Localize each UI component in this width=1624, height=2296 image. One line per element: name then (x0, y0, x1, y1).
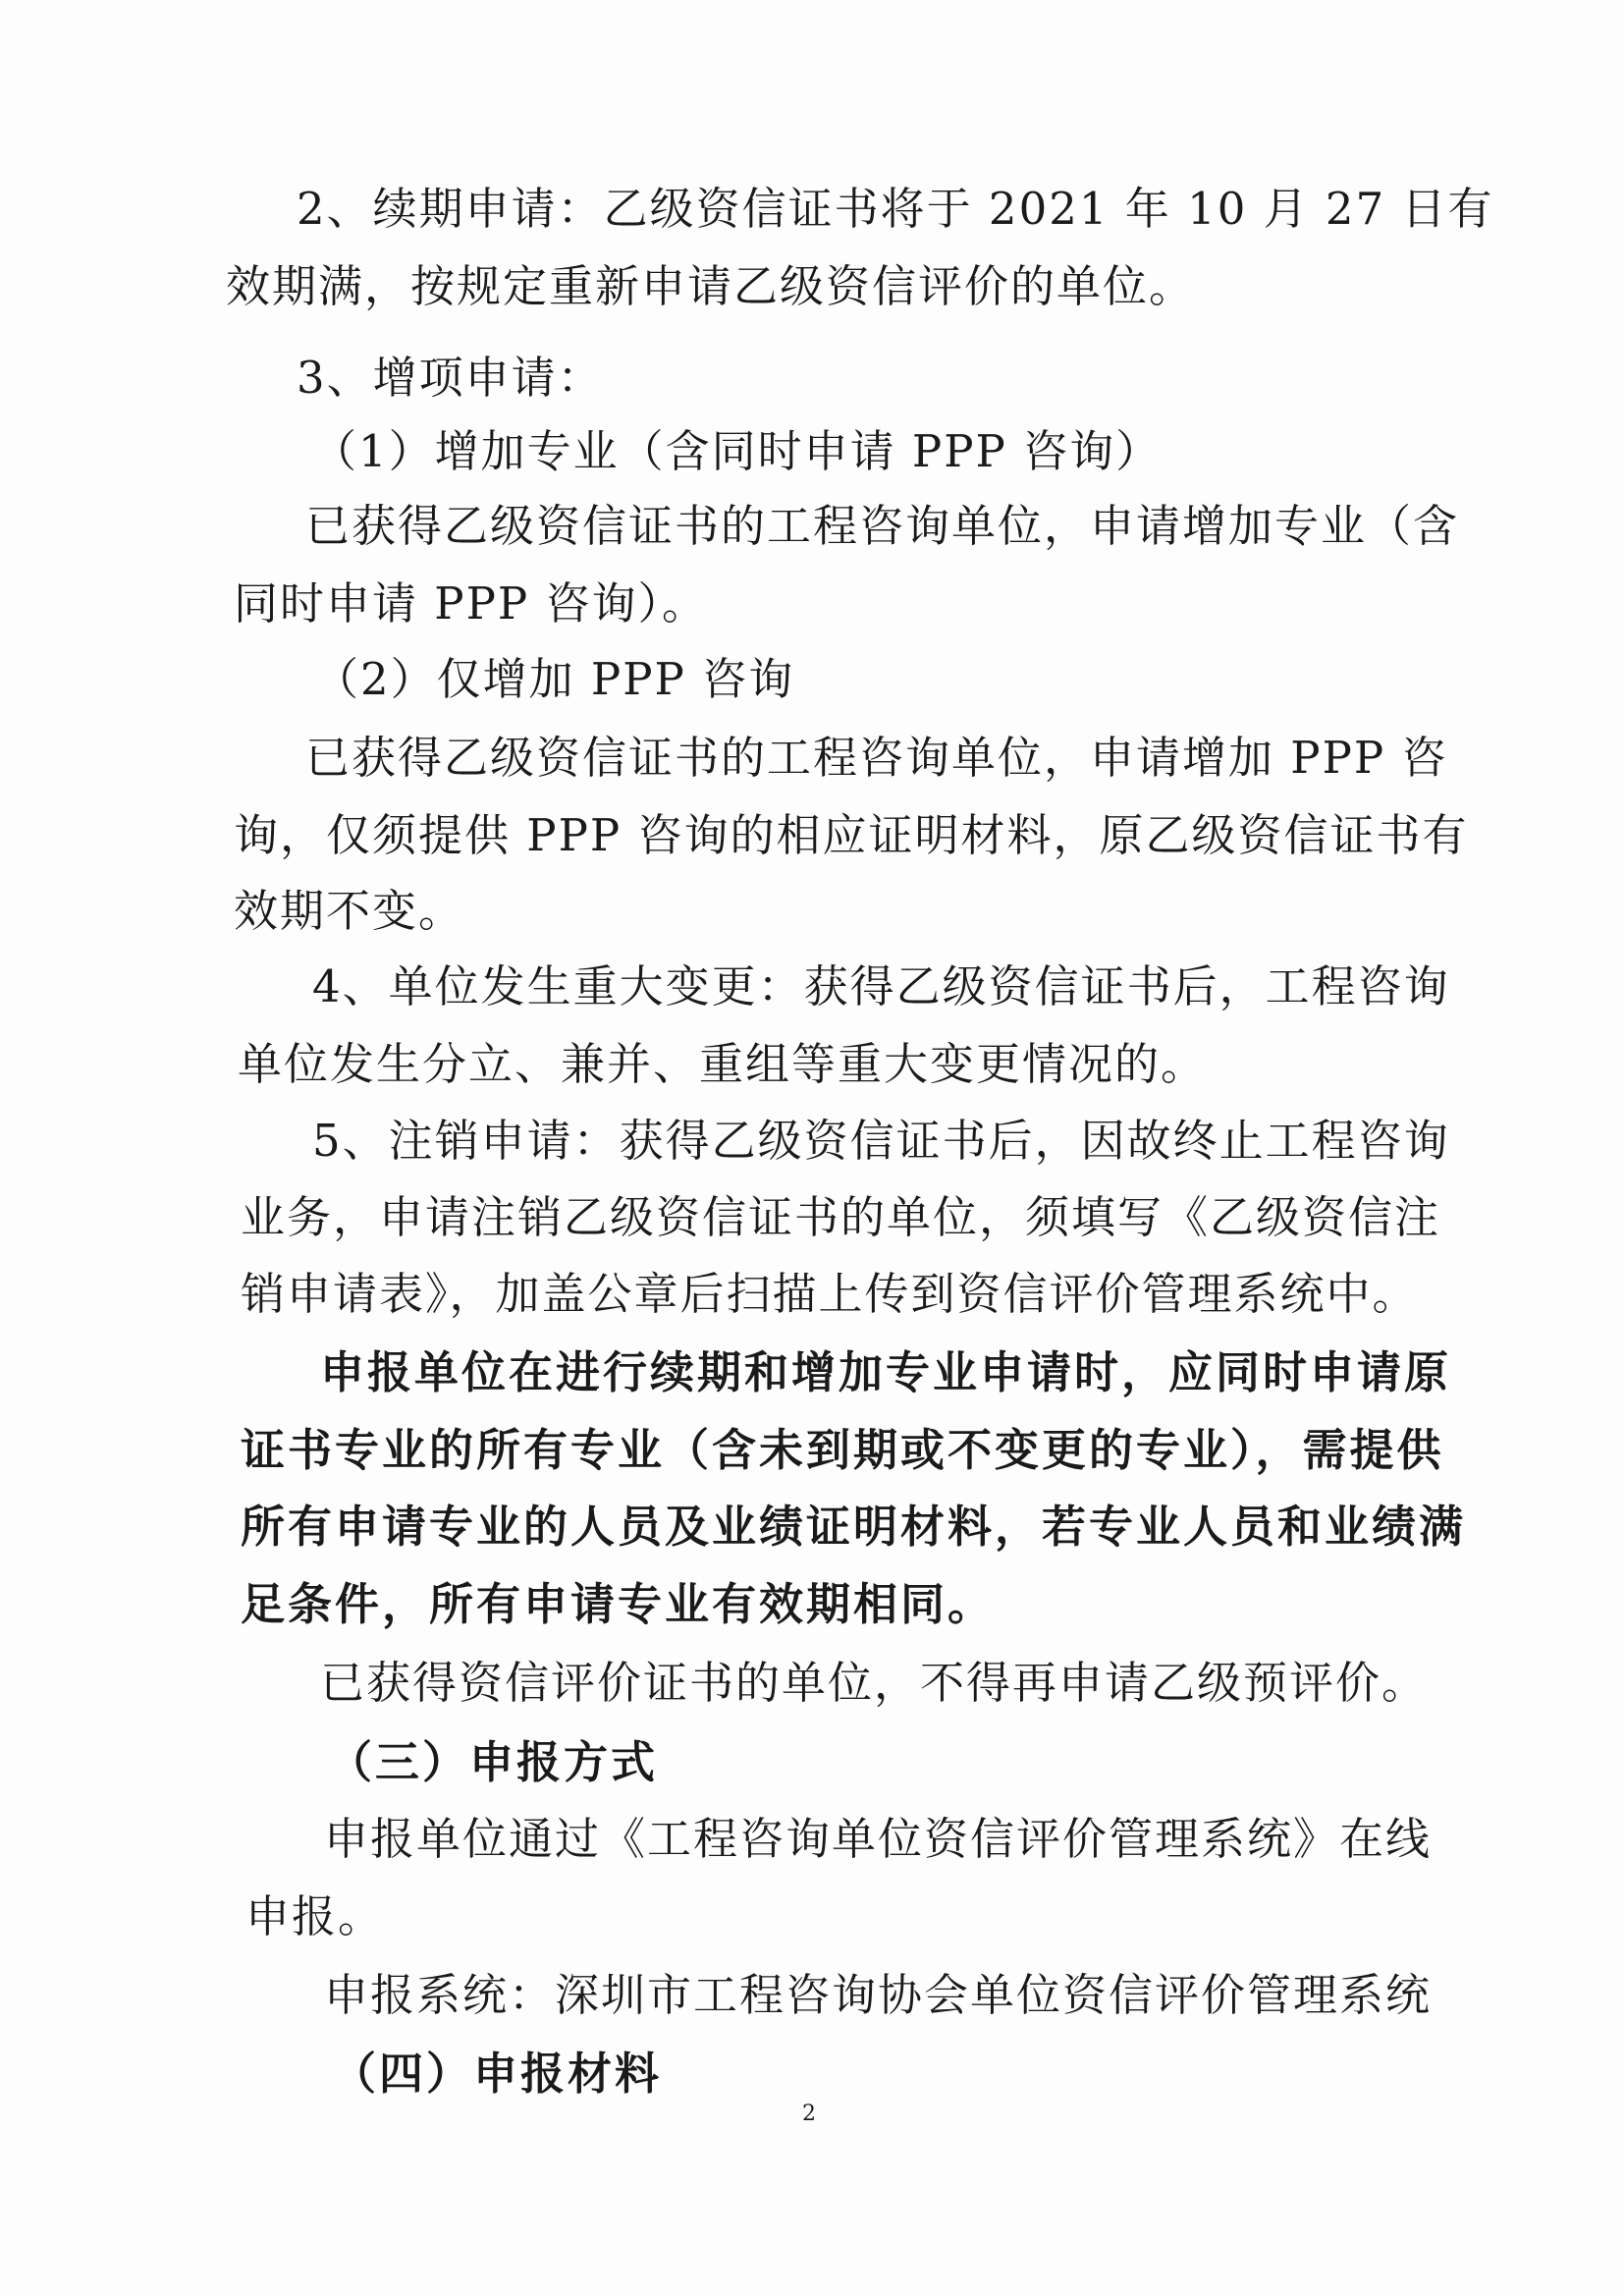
paragraph-major-change-line-1: 4、单位发生重大变更：获得乙级资信证书后，工程咨询 (312, 960, 1450, 1012)
paragraph-cancel-line-2: 业务，申请注销乙级资信证书的单位，须填写《乙级资信注 (241, 1191, 1441, 1243)
paragraph-add-ppp-line-3: 效期不变。 (234, 885, 465, 937)
notice-bold-line-3: 所有申请专业的人员及业绩证明材料，若专业人员和业绩满 (241, 1501, 1467, 1553)
paragraph-cancel-line-3: 销申请表》，加盖公章后扫描上传到资信评价管理系统中。 (241, 1268, 1419, 1320)
paragraph-submission-line-2: 申报。 (245, 1890, 385, 1942)
paragraph-submission-line-1: 申报单位通过《工程咨询单位资信评价管理系统》在线 (324, 1813, 1433, 1865)
notice-bold-line-2: 证书专业的所有专业（含未到期或不变更的专业），需提供 (241, 1424, 1444, 1476)
paragraph-major-change-line-2: 单位发生分立、兼并、重组等重大变更情况的。 (238, 1038, 1208, 1090)
subheading-add-specialty: （1）增加专业（含同时申请 PPP 咨询） (312, 425, 1163, 477)
paragraph-add-ppp-line-1: 已获得乙级资信证书的工程咨询单位，申请增加 PPP 咨 (305, 732, 1448, 784)
heading-add-items: 3、增项申请： (297, 352, 604, 404)
paragraph-add-ppp-line-2: 询，仅须提供 PPP 咨询的相应证明材料，原乙级资信证书有 (234, 809, 1469, 861)
paragraph-renewal-line-2: 效期满，按规定重新申请乙级资信评价的单位。 (226, 260, 1196, 312)
paragraph-renewal-line-1: 2、续期申请：乙级资信证书将于 2021 年 10 月 27 日有 (297, 183, 1494, 235)
paragraph-submission-system: 申报系统：深圳市工程咨询协会单位资信评价管理系统 (324, 1969, 1433, 2021)
notice-bold-line-4: 足条件，所有申请专业有效期相同。 (241, 1578, 996, 1630)
section-heading-materials: （四）申报材料 (332, 2048, 663, 2100)
paragraph-no-pre-evaluation: 已获得资信评价证书的单位，不得再申请乙级预评价。 (320, 1657, 1429, 1709)
notice-bold-line-1: 申报单位在进行续期和增加专业申请时，应同时申请原 (320, 1346, 1452, 1398)
paragraph-add-specialty-line-1: 已获得乙级资信证书的工程咨询单位，申请增加专业（含 (305, 500, 1460, 552)
paragraph-cancel-line-1: 5、注销申请：获得乙级资信证书后，因故终止工程咨询 (312, 1115, 1450, 1167)
page-number: 2 (802, 2102, 816, 2126)
section-heading-submission-method: （三）申报方式 (328, 1736, 659, 1788)
paragraph-add-specialty-line-2: 同时申请 PPP 咨询）。 (234, 577, 708, 629)
subheading-add-ppp: （2）仅增加 PPP 咨询 (314, 653, 795, 705)
